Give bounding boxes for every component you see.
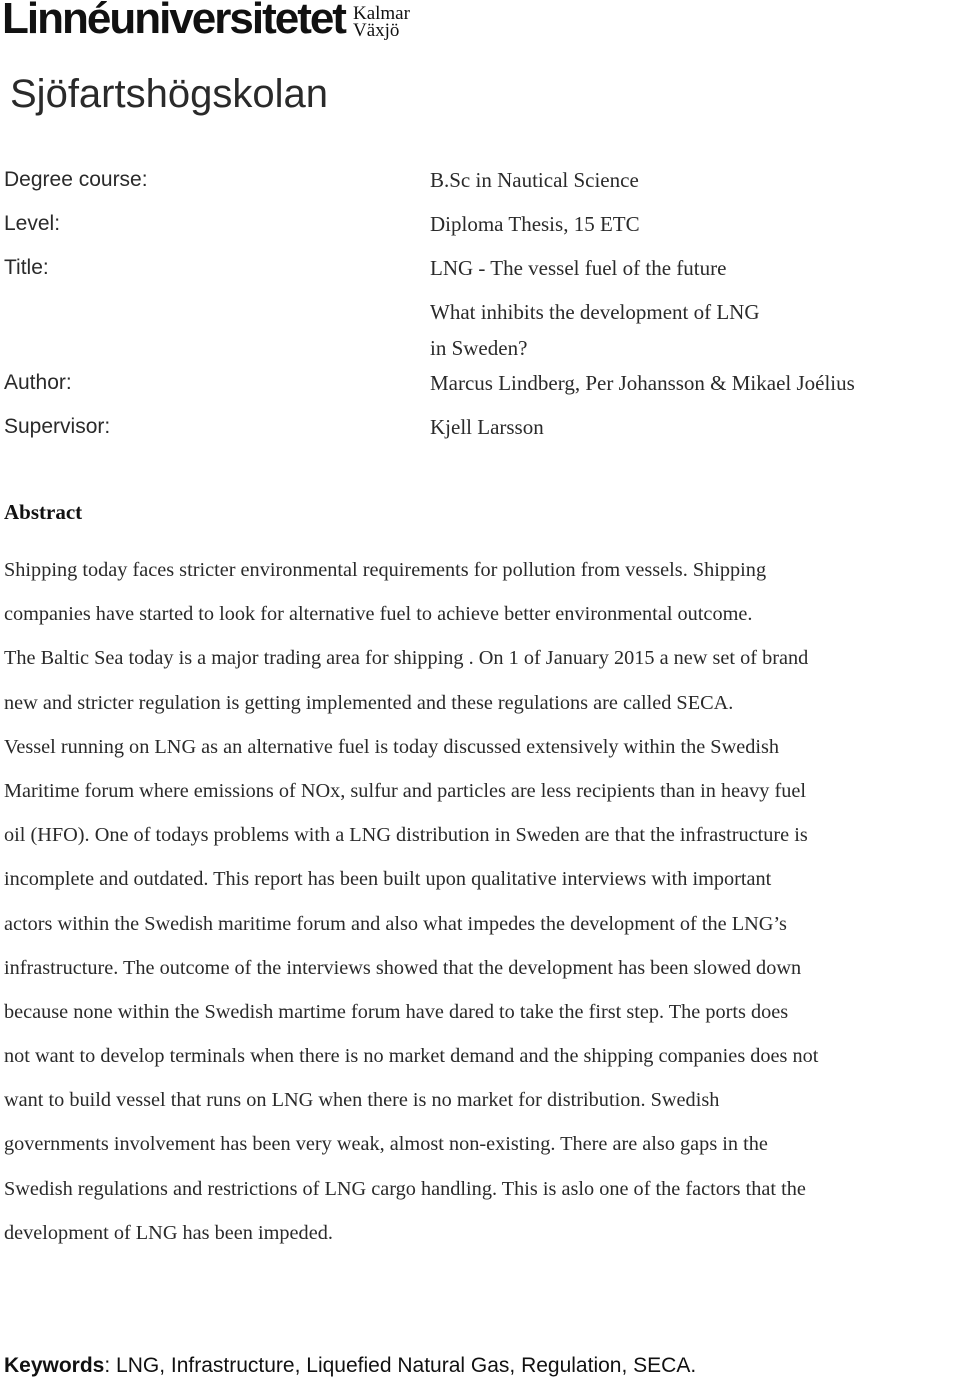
level-value: Diploma Thesis, 15 ETC — [430, 212, 640, 236]
school-name: Sjöfartshögskolan — [10, 72, 328, 116]
abstract-line: Vessel running on LNG as an alternative fuel is today discussed extensively within the Swedish — [4, 735, 780, 758]
abstract-line: new and stricter regulation is getting implemented and these regulations are called SECA. — [4, 691, 734, 714]
abstract-line: Swedish regulations and restrictions of LNG cargo handling. This is aslo one of the factors that the — [4, 1177, 806, 1200]
abstract-line: want to build vessel that runs on LNG when there is no market for distribution. Swedish — [4, 1089, 720, 1112]
supervisor-value: Kjell Larsson — [430, 415, 544, 439]
abstract-line: Maritime forum where emissions of NOx, sulfur and particles are less recipients than in heavy fuel — [4, 779, 807, 802]
abstract-line: development of LNG has been impeded. — [4, 1221, 333, 1244]
title-value: LNG - The vessel fuel of the future — [430, 256, 727, 280]
abstract-line: actors within the Swedish maritime forum and also what impedes the development of the LNG’s — [4, 912, 787, 935]
logo-city-vaxjo: Växjö — [352, 20, 400, 41]
keywords — [4, 1354, 696, 1378]
abstract-line: companies have started to look for alternative fuel to achieve better environmental outcome. — [4, 603, 753, 626]
subtitle-line-2: in Sweden? — [430, 336, 528, 360]
abstract-heading: Abstract — [4, 500, 83, 524]
author-value: Marcus Lindberg, Per Johansson & Mikael Joélius — [430, 371, 855, 395]
abstract-line: because none within the Swedish martime forum have dared to take the first step. The ports does — [4, 1000, 789, 1023]
abstract-body — [4, 548, 960, 1255]
abstract-line: not want to develop terminals when there is no market demand and the shipping companies does not — [4, 1045, 819, 1068]
logo-wordmark: Linnéuniversitetet — [2, 0, 345, 43]
logo-cities — [353, 5, 410, 39]
abstract-line: The Baltic Sea today is a major trading area for shipping . On 1 of January 2015 a new set of brand — [4, 647, 809, 670]
logo-city-kalmar: Kalmar — [352, 3, 410, 24]
university-logo — [2, 0, 410, 50]
keywords-label: Keywords — [4, 1354, 105, 1377]
keywords-text: : LNG, Infrastructure, Liquefied Natural Gas, Regulation, SECA. — [104, 1354, 697, 1377]
degree-value: B.Sc in Nautical Science — [430, 168, 639, 192]
abstract-line: infrastructure. The outcome of the interviews showed that the development has been slowed down — [4, 956, 802, 979]
abstract-line: oil (HFO). One of todays problems with a LNG distribution in Sweden are that the infrastructure is — [4, 824, 808, 847]
level-label: Level: — [4, 212, 61, 235]
degree-label: Degree course: — [4, 168, 148, 191]
abstract-line: Shipping today faces stricter environmental requirements for pollution from vessels. Shipping — [4, 559, 767, 581]
title-label: Title: — [4, 256, 49, 279]
author-label: Author: — [4, 371, 72, 394]
supervisor-label: Supervisor: — [4, 415, 111, 438]
subtitle-line-1: What inhibits the development of LNG — [430, 300, 760, 324]
abstract-line: governments involvement has been very weak, almost non-existing. There are also gaps in the — [4, 1133, 768, 1156]
abstract-line: incomplete and outdated. This report has been built upon qualitative interviews with important — [4, 868, 772, 891]
